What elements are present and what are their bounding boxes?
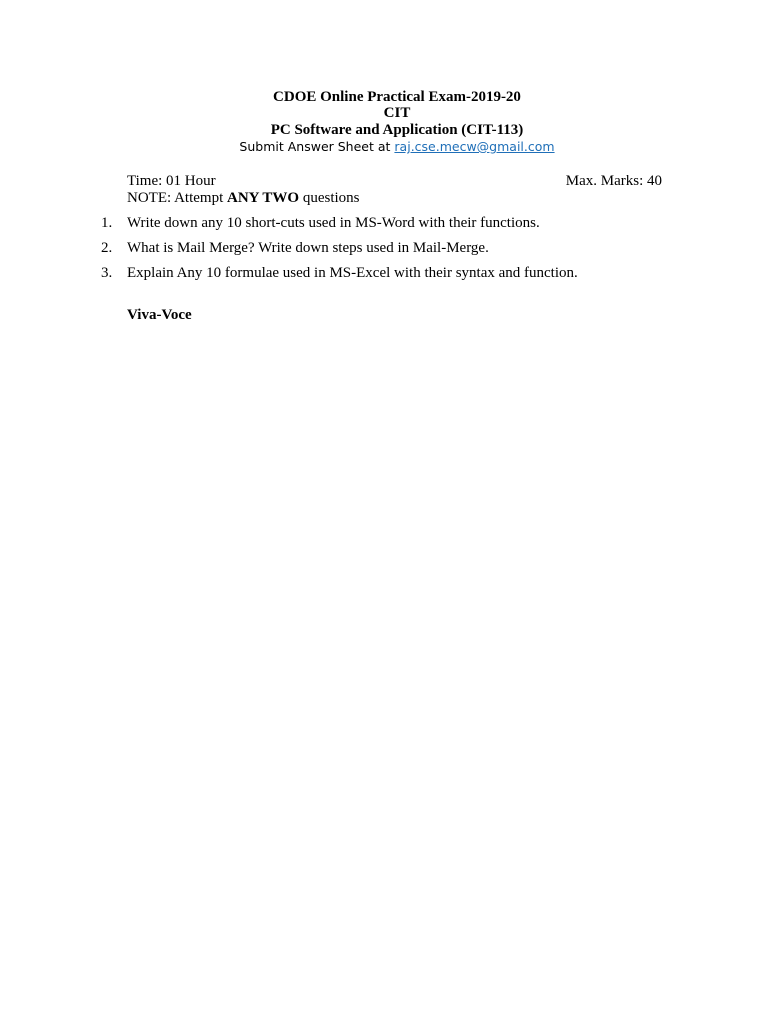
time-label: Time: 01 Hour — [127, 173, 216, 189]
question-text: Explain Any 10 formulae used in MS-Excel with their syntax and function. — [127, 265, 578, 281]
viva-voce-heading: Viva-Voce — [127, 307, 192, 323]
course-title: PC Software and Application (CIT-113) — [270, 122, 524, 138]
note-suffix: questions — [302, 190, 360, 206]
question-number: 1. — [101, 215, 113, 231]
exam-title: CDOE Online Practical Exam-2019-20 — [273, 89, 521, 105]
question-text: What is Mail Merge? Write down steps used in Mail-Merge. — [127, 240, 489, 256]
submit-prefix: Submit Answer Sheet at — [239, 139, 391, 154]
note-emphasis: ANY TWO — [227, 190, 300, 206]
submit-instruction — [0, 139, 768, 155]
question-number: 2. — [101, 240, 113, 256]
note-line — [127, 189, 360, 207]
note-prefix: NOTE: Attempt — [127, 190, 224, 206]
question-number: 3. — [101, 265, 113, 281]
max-marks-label: Max. Marks: 40 — [565, 173, 662, 189]
department-name: CIT — [383, 105, 411, 121]
submit-email-link[interactable]: raj.cse.mecw@gmail.com — [394, 139, 555, 154]
question-text: Write down any 10 short-cuts used in MS-Word with their functions. — [127, 215, 540, 231]
